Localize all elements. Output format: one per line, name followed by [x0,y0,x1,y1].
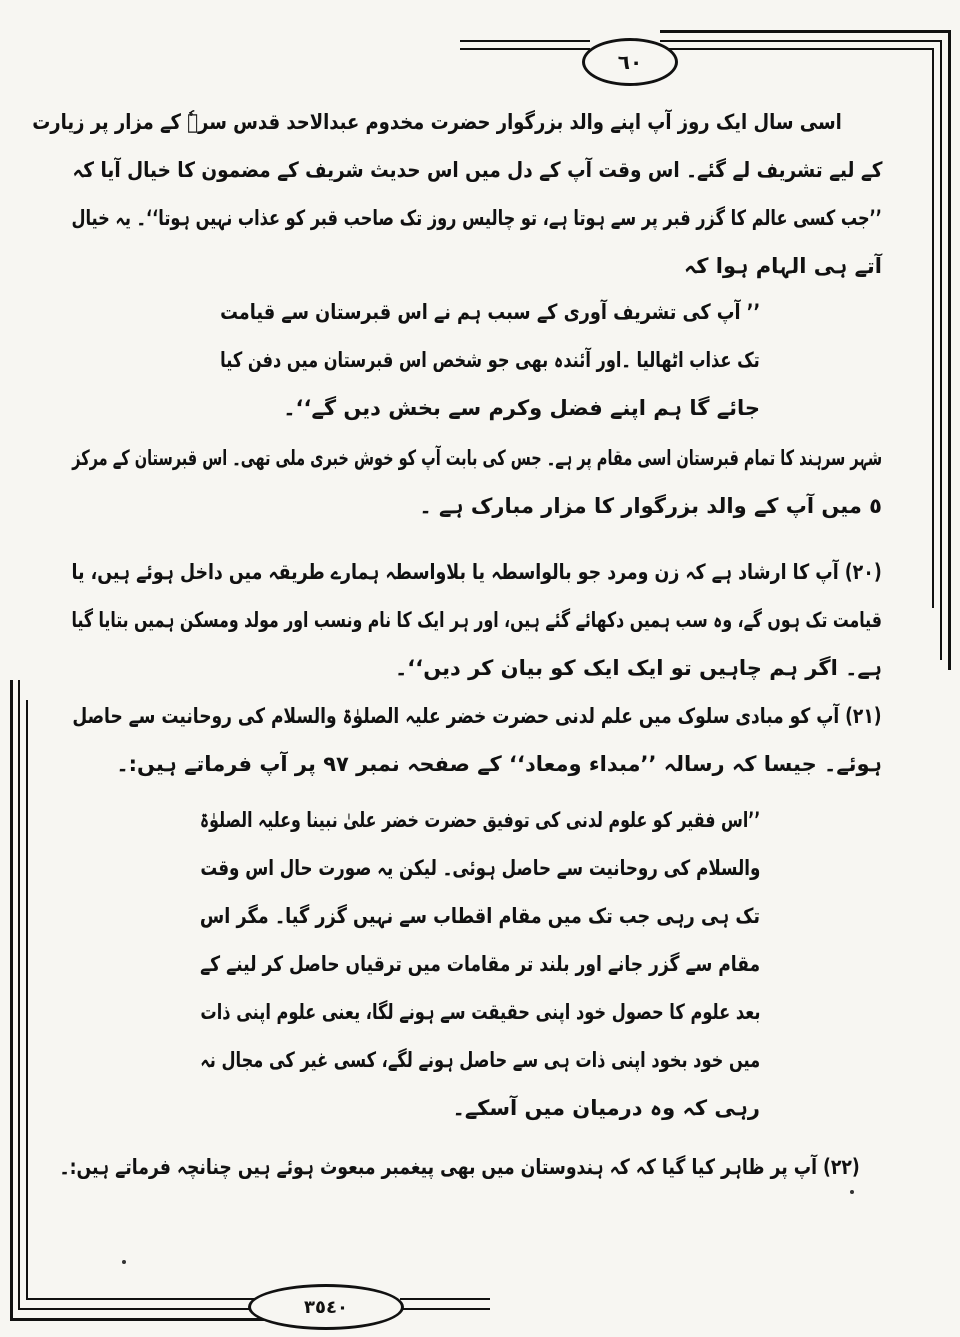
quote-2-line-3: تک ہی رہی جب تک میں مقام اقطاب سے نہیں گزر گیا۔ مگر اس [199,904,760,928]
quote-2 [200,808,760,1148]
paragraph-3-line-1: (٢٠) آپ کا ارشاد ہے کہ زن ومرد جو بالواسطہ یا بلاواسطہ ہمارے طریقہ میں داخل ہوئے ہیں، یا [71,560,882,584]
quote-1-line-1: ’’ آپ کی تشریف آوری کے سبب ہم نے اس قبرستان سے قیامت [219,300,760,324]
frame-bottom-right-horizontal [400,1298,490,1300]
quote-2-line-7: رہی کہ وہ درمیان میں آسکے۔ [452,1096,760,1120]
paragraph-4-line-1: (٢١) آپ کو مبادی سلوک میں علم لدنی حضرت خضر علیہ الصلوٰۃ والسلام کی روحانیت سے حاصل [72,704,882,728]
frame-bottom-left-inner2-vertical [26,700,28,1300]
paragraph-3 [72,560,882,710]
page-number-top [582,38,678,86]
quote-2-line-4: مقام سے گزر جانے اور بلند تر مقامات میں ترقیاں حاصل کر لینے کے [199,952,760,976]
quote-2-line-2: والسلام کی روحانیت سے حاصل ہوئی۔ لیکن یہ صورت حال اس وقت [200,856,760,880]
frame-top-left-horizontal-2 [460,48,590,50]
page-number-bottom [248,1284,404,1330]
frame-top-right-inner2-vertical [932,48,934,608]
paragraph-3-line-2: قیامت تک ہوں گے، وہ سب ہمیں دکھائے گئے ہیں، اور ہر ایک کا نام ونسب اور مولد ومسکن ہمیں بتایا گیا [71,608,882,632]
quote-2-line-6: میں خود بخود اپنی ذات ہی سے حاصل ہونے لگے، کسی غیر کی مجال نہ [200,1048,760,1072]
quote-1-line-2: تک عذاب اٹھالیا ۔اور آئندہ بھی جو شخص اس قبرستان میں دفن کیا [220,348,760,372]
frame-bottom-left-outer-vertical [10,680,13,1320]
scan-speck [122,1260,126,1264]
frame-top-inner-horizontal [660,40,942,42]
paragraph-3-line-3: ہے۔ اگر ہم چاہیں تو ایک ایک کو بیان کر دیں‘‘۔ [394,656,882,680]
frame-top-inner2-horizontal [660,48,934,50]
scan-speck [850,1190,854,1194]
frame-top-right-inner-vertical [940,40,942,660]
paragraph-2 [72,446,882,546]
frame-top-left-horizontal [460,40,590,42]
quote-2-line-1: ’’اس فقیر کو علوم لدنی کی توفیق حضرت خضر علیٰ نبینا وعلیہ الصلوٰۃ [199,808,760,832]
paragraph-1-line-3: ’’جب کسی عالم کا گزر قبر پر سے ہوتا ہے، تو چالیس روز تک صاحب قبر کو عذاب نہیں ہوتا‘‘۔ یہ خیال [71,206,882,230]
paragraph-4 [72,704,882,804]
paragraph-1-line-4: آتے ہی الہام ہوا کہ [683,254,882,278]
paragraph-5 [60,1155,860,1205]
paragraph-2-line-1: شہر سرہند کا تمام قبرستان اسی مقام پر ہے۔ جس کی بابت آپ کو خوش خبری ملی تھی۔ اس قبرستان کے مرکز [72,446,882,470]
frame-bottom-left-inner-vertical [18,680,20,1310]
quote-1 [220,300,760,450]
paragraph-2-line-2: ٥ میں آپ کے والد بزرگوار کا مزار مبارک ہے ۔ [419,494,882,518]
quote-1-line-3: جائے گا ہم اپنے فضل وکرم سے بخش دیں گے‘‘۔ [283,396,760,420]
paragraph-1-line-1: اسی سال ایک روز آپ اپنے والد بزرگوار حضرت مخدوم عبدالاحد قدس سرہٗ کے مزار پر زیارت [32,110,842,134]
paragraph-4-line-2: ہوئے۔ جیسا کہ رسالہ ’’مبداء ومعاد‘‘ کے صفحہ نمبر ٩٧ پر آپ فرماتے ہیں:۔ [116,752,882,776]
page-number-top-label: ٦٠ [617,50,643,74]
paragraph-1-line-2: کے لیے تشریف لے گئے۔ اس وقت آپ کے دل میں اس حدیث شریف کے مضمون کا خیال آیا کہ [72,158,882,182]
frame-bottom-right-horizontal-2 [400,1308,490,1310]
paragraph-5-line-1: (٢٢) آپ پر ظاہر کیا گیا کہ کہ ہندوستان میں بھی پیغمبر مبعوث ہوئے ہیں چنانچہ فرماتے ہیں:۔ [59,1155,860,1179]
frame-top-right-outer-vertical [948,30,951,670]
page-number-bottom-label: ٣٥٤٠ [304,1296,348,1318]
quote-2-line-5: بعد علوم کا حصول خود اپنی حقیقت سے ہونے لگا، یعنی علوم اپنی ذات [199,1000,760,1024]
paragraph-1 [32,110,882,300]
frame-top-outer-horizontal [660,30,951,33]
